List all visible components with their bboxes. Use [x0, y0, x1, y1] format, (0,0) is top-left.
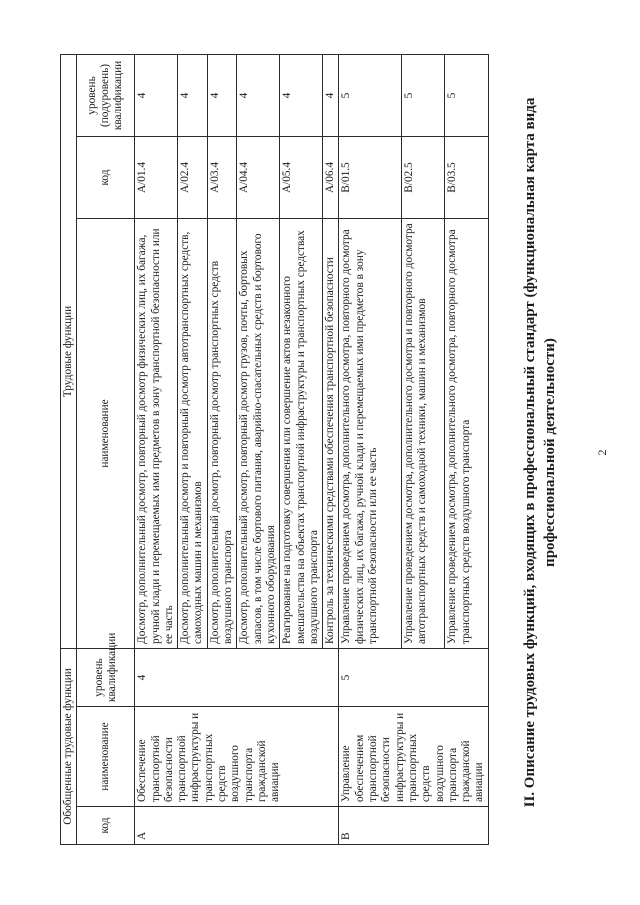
labor-function-name: Досмотр, дополнительный досмотр, повторный досмотр транспортных средств воздушного транспорта: [207, 219, 237, 649]
labor-function-code: A/02.4: [178, 137, 208, 219]
labor-function-name: Управление проведением досмотра, дополнительного досмотра и повторного досмотра автотранспортных средств и самоходной техники, машин и механизмов: [402, 219, 445, 649]
labor-function-name: Управление проведением досмотра, дополнительного досмотра, повторного досмотра транспортных средств воздушного транспорта: [445, 219, 488, 649]
labor-function-level: 5: [402, 54, 445, 136]
labor-function-level: 4: [280, 54, 323, 136]
labor-function-level: 4: [178, 54, 208, 136]
header-code: код: [77, 807, 135, 845]
heading-line-1: II. Описание трудовых функций, входящих в профессиональный стандарт (функциональная карта вида: [522, 97, 538, 808]
labor-function-code: A/04.4: [237, 137, 280, 219]
labor-function-name: Реагирование на подготовку совершения или совершение актов незаконного вмешательства на объектах транспортной инфраструктуры и транспортных средствах воздушного транспорта: [280, 219, 323, 649]
page-heading: [520, 30, 560, 875]
header-labor-functions: Трудовые функции: [61, 54, 77, 648]
labor-function-code: A/06.4: [323, 137, 339, 219]
labor-function-name: Досмотр, дополнительный досмотр и повторный досмотр автотранспортных средств, самоходных машин и механизмов: [178, 219, 208, 649]
labor-function-level: 4: [207, 54, 237, 136]
group-level: 4: [135, 649, 339, 707]
labor-function-level: 4: [237, 54, 280, 136]
group-name: Обеспечение транспортной безопасности транспортной инфраструктуры и транспортных средств воздушного транспорта гражданской авиации: [135, 707, 339, 807]
group-code: А: [135, 807, 339, 845]
table-row: [339, 54, 402, 844]
header-labor-code: код: [77, 137, 135, 219]
table-row: [135, 54, 178, 844]
labor-function-code: A/05.4: [280, 137, 323, 219]
labor-function-name: Досмотр, дополнительный досмотр, повторный досмотр грузов, почты, бортовых запасов, в том числе бортового питания, аварийно-спасательных средств и бортового кухонного оборудования: [237, 219, 280, 649]
header-generalized-functions: Обобщенные трудовые функции: [61, 649, 77, 845]
labor-function-code: A/01.4: [135, 137, 178, 219]
labor-function-name: Управление проведением досмотра, дополнительного досмотра, повторного досмотра физических лиц, их багажа, ручной клади и перемещаемых ими предметов в зону транспортной безопасности или ее часть: [339, 219, 402, 649]
group-level: 5: [339, 649, 488, 707]
labor-function-code: B/03.5: [445, 137, 488, 219]
labor-function-code: A/03.4: [207, 137, 237, 219]
labor-function-level: 5: [445, 54, 488, 136]
labor-function-code: B/01.5: [339, 137, 402, 219]
group-name: Управление обеспечением транспортной безопасности инфраструктуры и транспортных средств воздушного транспорта гражданской авиации: [339, 707, 488, 807]
header-labor-name: наименование: [77, 219, 135, 649]
labor-function-level: 5: [339, 54, 402, 136]
page-number: 2: [595, 449, 609, 456]
table-column-header-row: [77, 54, 135, 844]
functional-map-table: [60, 54, 489, 845]
labor-function-level: 4: [135, 54, 178, 136]
header-labor-level: уровень (подуровень) квалификации: [77, 54, 135, 136]
labor-function-code: B/02.5: [402, 137, 445, 219]
labor-function-level: 4: [323, 54, 339, 136]
labor-function-name: Досмотр, дополнительный досмотр, повторный досмотр физических лиц, их багажа, ручной клади и перемещаемых ими предметов в зону транспортной безопасности или ее часть: [135, 219, 178, 649]
header-name: наименование: [77, 707, 135, 807]
header-level: уровень квалификации: [77, 649, 135, 707]
heading-line-2: профессиональной деятельности): [542, 338, 558, 567]
labor-function-name: Контроль за техническими средствами обеспечения транспортной безопасности: [323, 219, 339, 649]
table-group-header-row: [61, 54, 77, 844]
group-code: В: [339, 807, 488, 845]
